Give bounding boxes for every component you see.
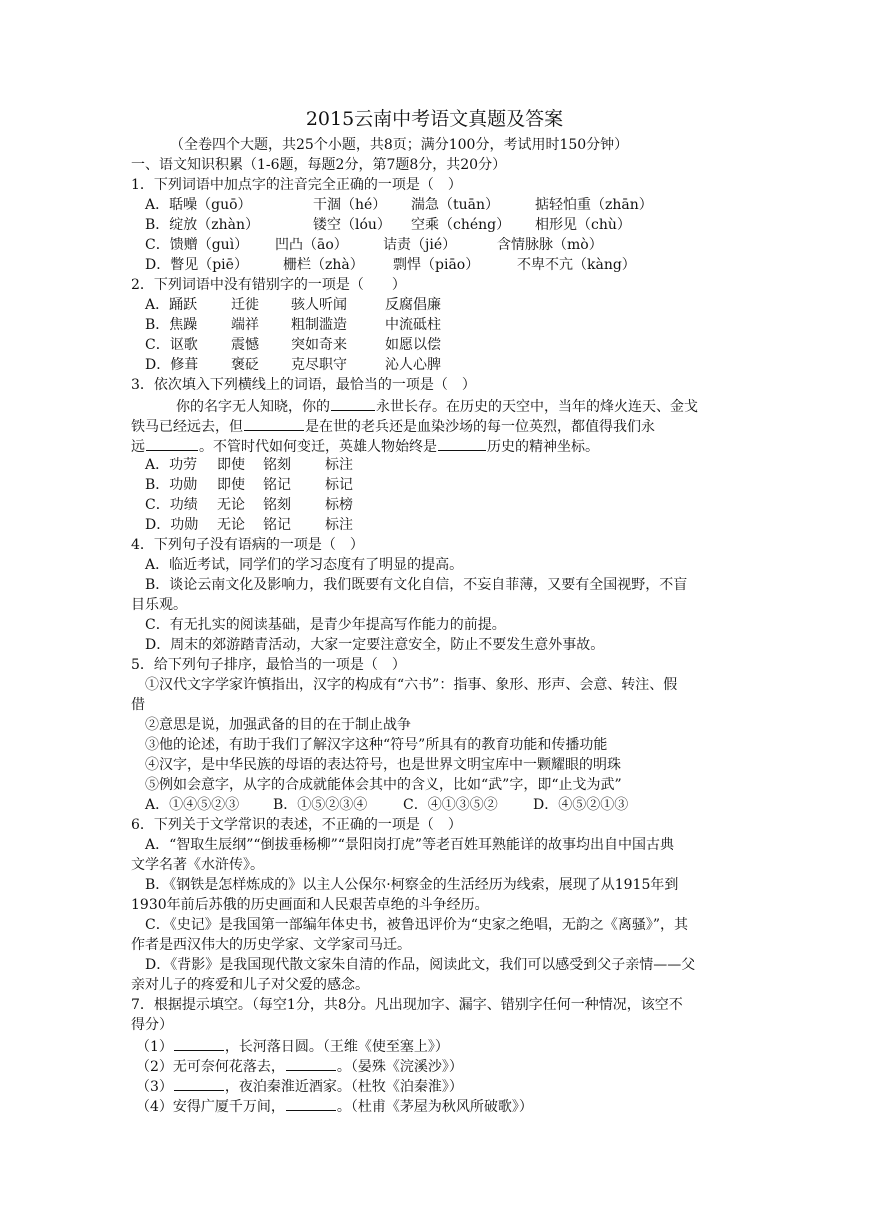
option-cell: 震憾 [231, 337, 259, 353]
option-cell: 诘责（jié） [383, 237, 457, 253]
option-cell: 铭刻 [263, 457, 291, 473]
fill-blank [146, 436, 198, 451]
question-1-stem: 1．下列词语中加点字的注音完全正确的一项是（ ） [131, 177, 462, 193]
question-5-stem: 5．给下列句子排序，最恰当的一项是（ ） [131, 657, 406, 673]
question-2-option-b [145, 316, 441, 336]
option-cell: C．讴歌 [145, 337, 198, 353]
question-4-option-c: C．有无扎实的阅读基础，是青少年提高写作能力的前提。 [145, 617, 506, 633]
option-cell: C．功绩 [145, 497, 198, 513]
option-cell: 凹凸（āo） [275, 237, 348, 253]
question-2-option-d [145, 356, 441, 376]
fill-blank [438, 436, 486, 451]
question-3-option-c [145, 496, 353, 516]
question-6-option-b-cont: 1930年前后苏俄的历史画面和人民艰苦卓绝的斗争经历。 [131, 897, 489, 913]
option-cell: 剽悍（piāo） [393, 257, 480, 273]
option-cell: D．④⑤②①③ [533, 797, 629, 813]
item-text: ，长河落日圆。（王维《使至塞上》） [224, 1039, 449, 1055]
option-cell: B．功勋 [145, 477, 198, 493]
option-cell: A．功劳 [145, 457, 198, 473]
passage-text: 你的名字无人知晓，你的 [176, 399, 330, 415]
fill-blank [331, 396, 375, 411]
option-cell: 无论 [217, 497, 245, 513]
question-5-options [145, 796, 628, 816]
passage-text: 历史的精神坐标。 [487, 439, 599, 455]
option-cell: A．踊跃 [145, 297, 198, 313]
question-3-passage-line [176, 396, 698, 418]
option-cell: 标注 [325, 457, 353, 473]
question-4-stem: 4．下列句子没有语病的一项是（ ） [131, 537, 364, 553]
option-cell: 迁徙 [231, 297, 259, 313]
option-cell: 突如奇来 [291, 337, 347, 353]
question-5-sentence-2: ②意思是说，加强武备的目的在于制止战争 [145, 717, 411, 733]
option-cell: 端祥 [231, 317, 259, 333]
option-cell: 中流砥柱 [385, 317, 441, 333]
question-3-passage-line [131, 436, 599, 458]
question-6-option-c-cont: 作者是西汉伟大的历史学家、文学家司马迁。 [131, 937, 411, 953]
option-cell: 标注 [325, 517, 353, 533]
option-cell: 湍急（tuān） [411, 197, 500, 213]
passage-text: 是在世的老兵还是血染沙场的每一位英烈，都值得我们永 [305, 419, 655, 435]
option-cell: 粗制滥造 [291, 317, 347, 333]
fill-blank [174, 1076, 224, 1091]
option-cell: 即使 [217, 477, 245, 493]
passage-text: 。不管时代如何变迁，英雄人物始终是 [199, 439, 437, 455]
option-cell: 即使 [217, 457, 245, 473]
question-6-option-a: A．“智取生辰纲”“倒拔垂杨柳”“景阳岗打虎”等老百姓耳熟能详的故事均出自中国古典 [145, 837, 675, 853]
option-cell: 干涸（hé） [313, 197, 387, 213]
option-cell: 无论 [217, 517, 245, 533]
option-cell: 含情脉脉（mò） [497, 237, 603, 253]
question-5-sentence-1-cont: 借 [131, 697, 145, 713]
option-cell: B．绽放（zhàn） [145, 217, 260, 233]
question-5-sentence-5: ⑤例如会意字，从字的合成就能体会其中的含义，比如“武”字，即“止戈为武” [145, 777, 622, 793]
option-cell: C．④①③⑤② [403, 797, 498, 813]
option-cell: 如愿以偿 [385, 337, 441, 353]
question-2-option-c [145, 336, 441, 356]
question-3-passage-line [131, 416, 655, 438]
question-6-option-c: C．《史记》是我国第一部编年体史书，被鲁迅评价为“史家之绝唱，无韵之《离骚》”，其 [145, 917, 689, 933]
question-7-item-4 [136, 1096, 533, 1118]
question-6-option-d-cont: 亲对儿子的疼爱和儿子对父爱的感念。 [131, 977, 369, 993]
question-7-item-1 [136, 1036, 449, 1058]
item-text: 。（杜甫《茅屋为秋风所破歌》） [336, 1099, 533, 1115]
option-cell: 标榜 [325, 497, 353, 513]
option-cell: 褒砭 [231, 357, 259, 373]
option-cell: 栅栏（zhà） [283, 257, 364, 273]
question-4-option-b: B．谈论云南文化及影响力，我们既要有文化自信，不妄自菲薄，又要有全国视野，不盲 [145, 577, 688, 593]
question-7-stem: 7．根据提示填空。（每空1分，共8分。凡出现加字、漏字、错别字任何一种情况，该空不 [131, 997, 683, 1013]
option-cell: D．瞥见（piē） [145, 257, 248, 273]
question-1-option-b [145, 216, 631, 236]
question-7-item-3 [136, 1076, 463, 1098]
option-cell: B．焦躁 [145, 317, 198, 333]
question-7-stem-cont: 得分） [131, 1017, 173, 1033]
question-3-option-a [145, 456, 353, 476]
option-cell: 反腐倡廉 [385, 297, 441, 313]
question-6-option-a-cont: 文学名著《水浒传》。 [131, 857, 264, 873]
question-2-option-a [145, 296, 441, 316]
section-heading: 一、语文知识积累（1-6题，每题2分，第7题8分，共20分） [131, 157, 507, 173]
question-1-option-a [145, 196, 653, 216]
question-3-stem: 3．依次填入下列横线上的词语，最恰当的一项是（ ） [131, 377, 476, 393]
question-6-option-b: B．《钢铁是怎样炼成的》以主人公保尔·柯察金的生活经历为线索，展现了从1915年到 [145, 877, 679, 893]
item-text: （3） [136, 1079, 173, 1095]
question-3-option-d [145, 516, 353, 536]
exam-info: （全卷四个大题，共25个小题，共8页；满分100分，考试用时150分钟） [170, 137, 629, 153]
question-4-option-d: D．周末的郊游踏青活动，大家一定要注意安全，防止不要发生意外事故。 [145, 637, 605, 653]
option-cell: 沁人心脾 [385, 357, 441, 373]
option-cell: 铭刻 [263, 497, 291, 513]
question-5-sentence-4: ④汉字，是中华民族的母语的表达符号，也是世界文明宝库中一颗耀眼的明珠 [145, 757, 621, 773]
fill-blank [286, 1096, 336, 1111]
option-cell: 骇人听闻 [291, 297, 347, 313]
option-cell: 镂空（lóu） [313, 217, 391, 233]
fill-blank [244, 416, 304, 431]
option-cell: D．修葺 [145, 357, 199, 373]
question-5-sentence-1: ①汉代文字学家许慎指出，汉字的构成有“六书”：指事、象形、形声、会意、转注、假 [145, 677, 678, 693]
question-4-option-a: A．临近考试，同学们的学习态度有了明显的提高。 [145, 557, 464, 573]
question-6-option-d: D．《背影》是我国现代散文家朱自清的作品，阅读此文，我们可以感受到父子亲情——父 [145, 957, 696, 973]
question-6-stem: 6．下列关于文学常识的表述，不正确的一项是（ ） [131, 817, 462, 833]
option-cell: 铭记 [263, 477, 291, 493]
passage-text: 铁马已经远去，但 [131, 419, 243, 435]
question-7-item-2 [136, 1056, 463, 1078]
option-cell: 克尽职守 [291, 357, 347, 373]
option-cell: 空乘（chéng） [411, 217, 511, 233]
item-text: （1） [136, 1039, 173, 1055]
option-cell: 相形见（chù） [535, 217, 631, 233]
option-cell: A．聒噪（guō） [145, 197, 252, 213]
question-5-sentence-3: ③他的论述，有助于我们了解汉字这种“符号”所具有的教育功能和传播功能 [145, 737, 608, 753]
item-text: 。（晏殊《浣溪沙》） [336, 1059, 463, 1075]
option-cell: D．功勋 [145, 517, 199, 533]
item-text: （2）无可奈何花落去， [136, 1059, 285, 1075]
option-cell: C．馈赠（guì） [145, 237, 249, 253]
question-1-option-d [145, 256, 636, 276]
question-4-option-b-cont: 目乐观。 [131, 597, 187, 613]
option-cell: 标记 [325, 477, 353, 493]
passage-text: 远 [131, 439, 145, 455]
option-cell: 铭记 [263, 517, 291, 533]
option-cell: 掂轻怕重（zhān） [535, 197, 653, 213]
option-cell: B．①⑤②③④ [273, 797, 368, 813]
question-3-option-b [145, 476, 353, 496]
question-1-option-c [145, 236, 603, 256]
passage-text: 永世长存。在历史的天空中，当年的烽火连天、金戈 [376, 399, 698, 415]
option-cell: 不卑不亢（kàng） [517, 257, 636, 273]
item-text: ，夜泊秦淮近酒家。（杜牧《泊秦淮》） [224, 1079, 463, 1095]
question-2-stem: 2．下列词语中没有错别字的一项是（ ） [131, 277, 406, 293]
option-cell: A．①④⑤②③ [145, 797, 240, 813]
item-text: （4）安得广厦千万间， [136, 1099, 285, 1115]
fill-blank [174, 1036, 224, 1051]
page-title: 2015云南中考语文真题及答案 [305, 108, 564, 130]
fill-blank [286, 1056, 336, 1071]
